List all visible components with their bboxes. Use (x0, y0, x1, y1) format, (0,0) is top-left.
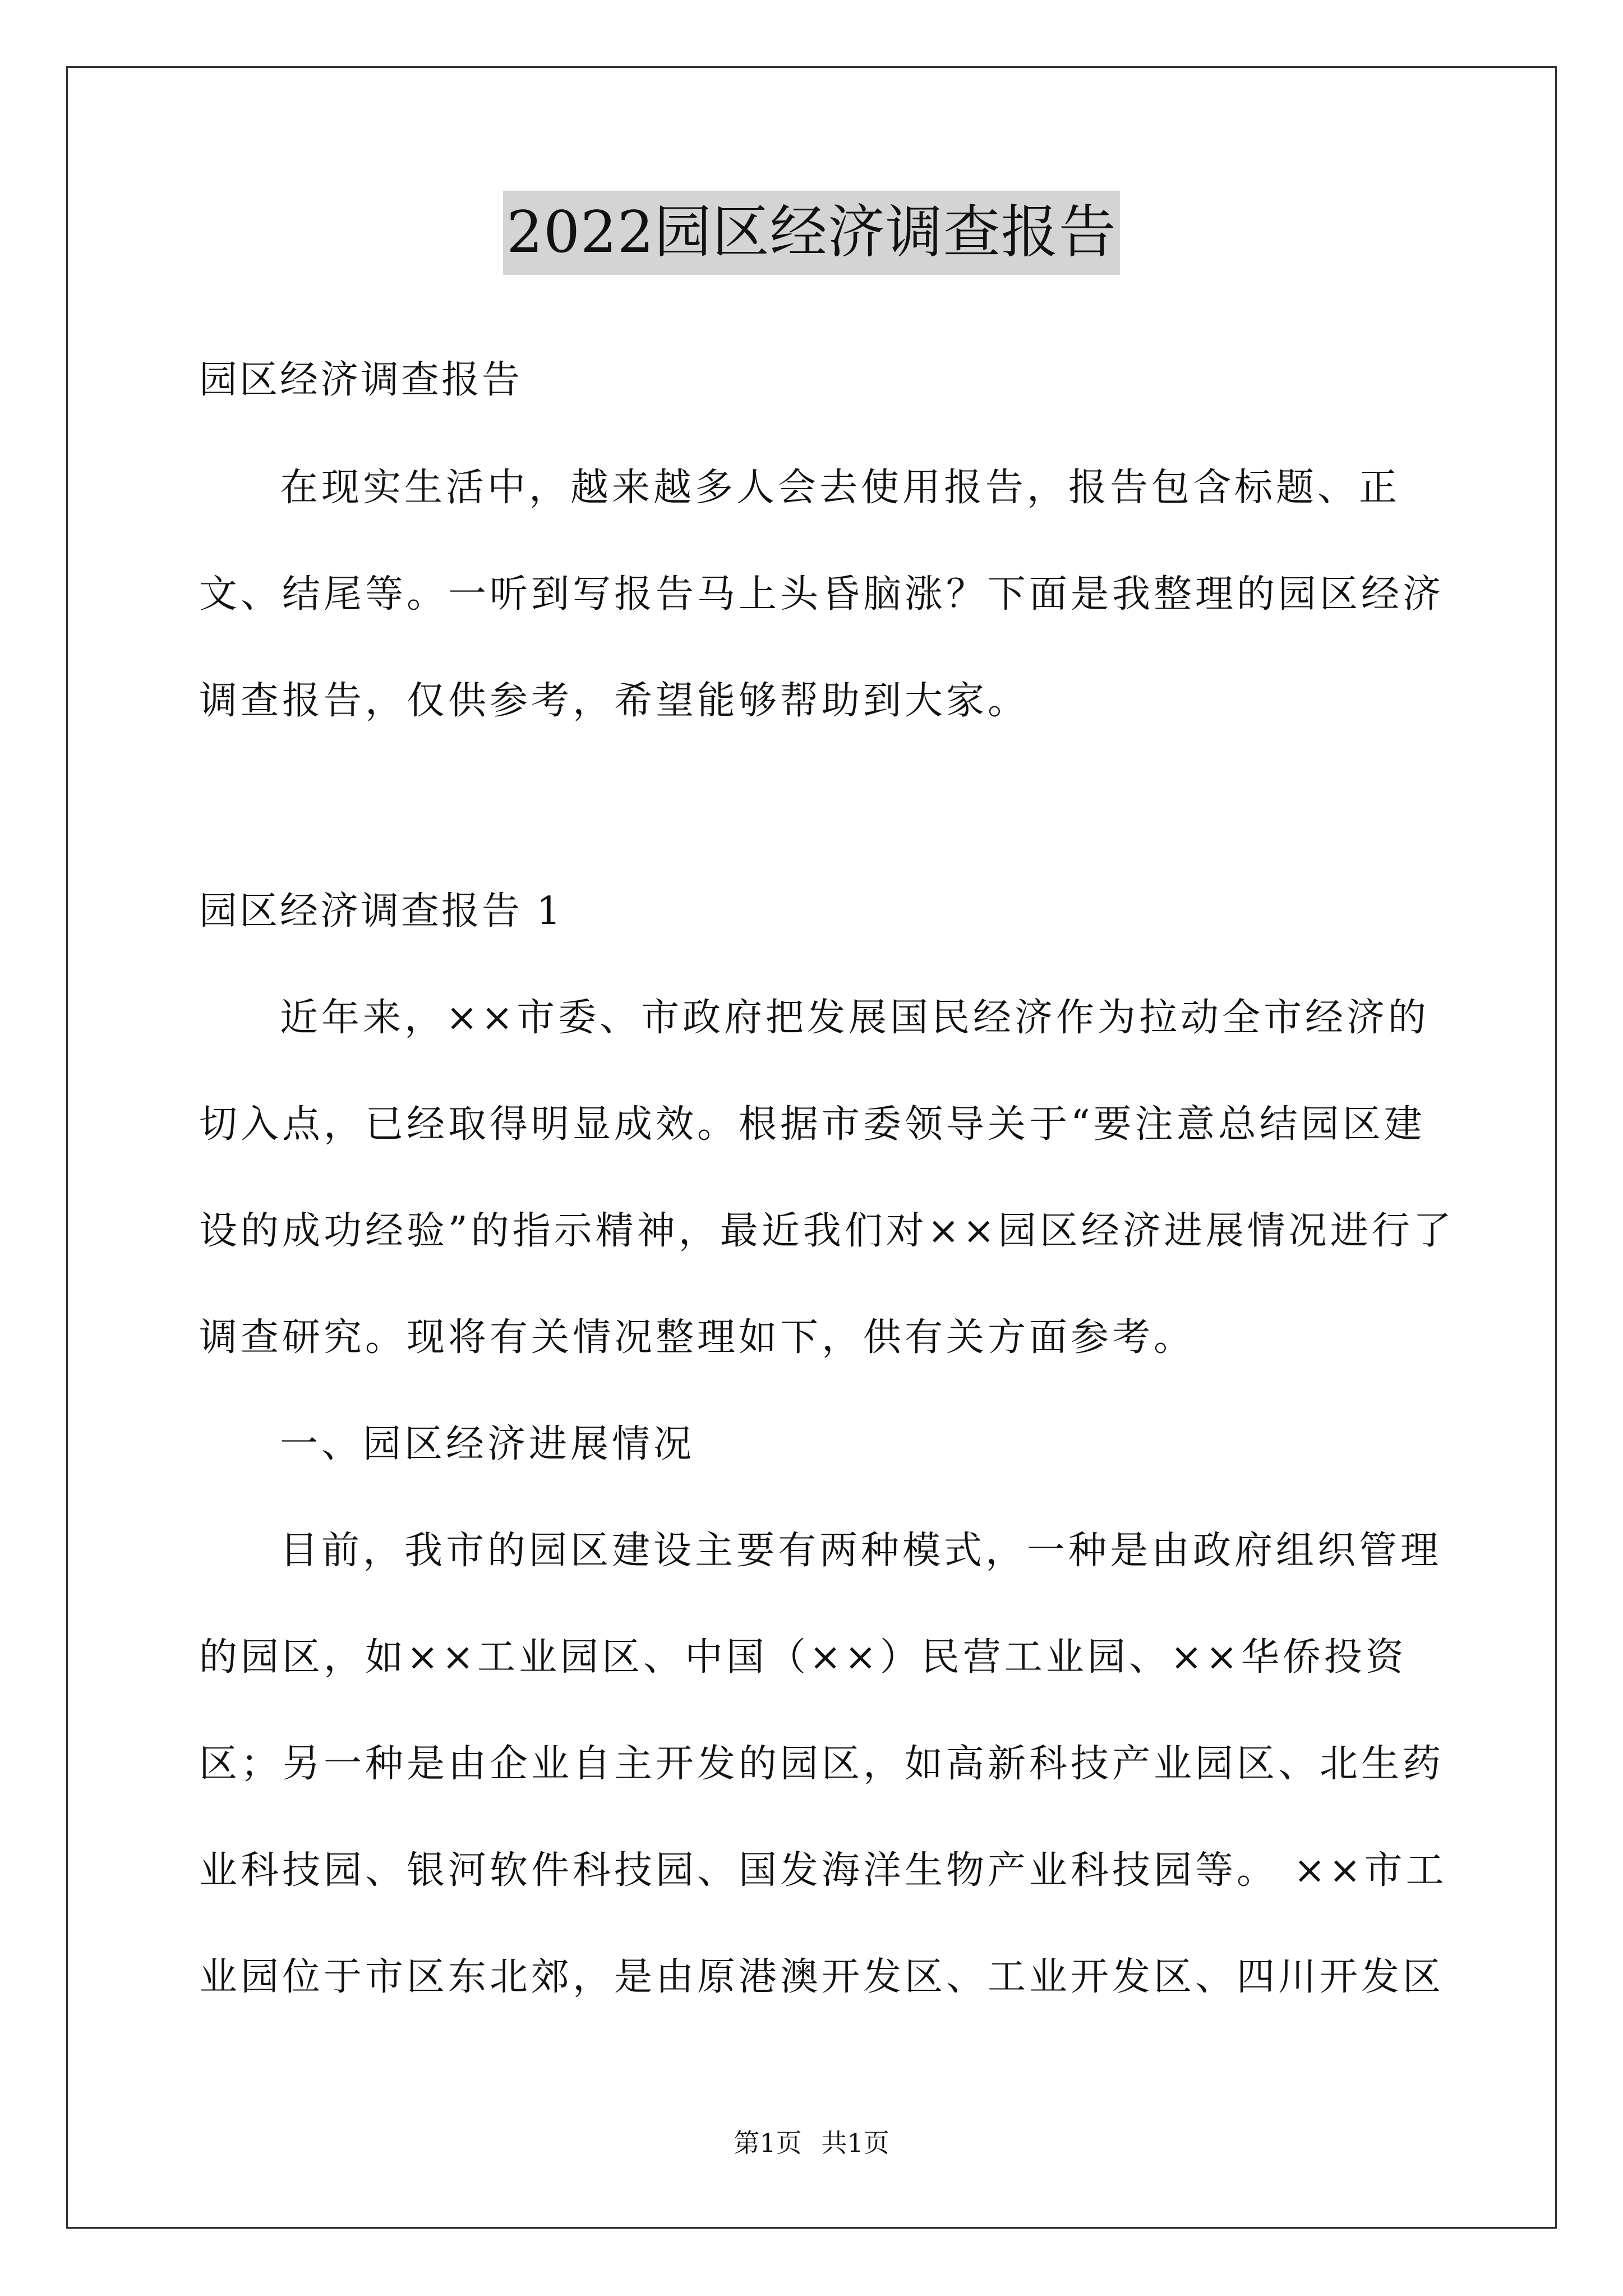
page-number-total: 共1页 (821, 2128, 889, 2158)
section-1-body (199, 965, 1461, 2031)
paragraph-3: 目前，我市的园区建设主要有两种模式，一种是由政府组织管理的园区，如××工业园区、中国（××）民营工业园、××华侨投资区；另一种是由企业自主开发的园区，如高新科技产业园区、北生药业科技园、银河软件科技园、国发海洋生物产业科技园等。 ××市工业园位于市区东北郊，是由原港澳开发区、工业开发区、四川开发区 (199, 1529, 1447, 1999)
intro-paragraph: 在现实生活中，越来越多人会去使用报告，报告包含标题、正文、结尾等。一听到写报告马上头昏脑涨？下面是我整理的园区经济调查报告，仅供参考，希望能够帮助到大家。 (199, 466, 1445, 723)
title-container (0, 191, 1623, 275)
page-number-current: 第1页 (734, 2128, 802, 2158)
paragraph-1: 近年来，××市委、市政府把发展国民经济作为拉动全市经济的切入点，已经取得明显成效。根据市委领导关于“要注意总结园区建设的成功经验”的指示精神，最近我们对××园区经济进展情况进行了调查研究。现将有关情况整理如下，供有关方面参考。 (199, 996, 1455, 1360)
paragraph-2: 一、园区经济进展情况 (280, 1422, 695, 1466)
document-title: 2022园区经济调查报告 (503, 191, 1120, 275)
intro-paragraph-block (199, 435, 1461, 754)
intro-heading: 园区经济调查报告 (199, 358, 523, 402)
section-1-heading: 园区经济调查报告 1 (199, 889, 563, 933)
page-footer (0, 2126, 1623, 2160)
